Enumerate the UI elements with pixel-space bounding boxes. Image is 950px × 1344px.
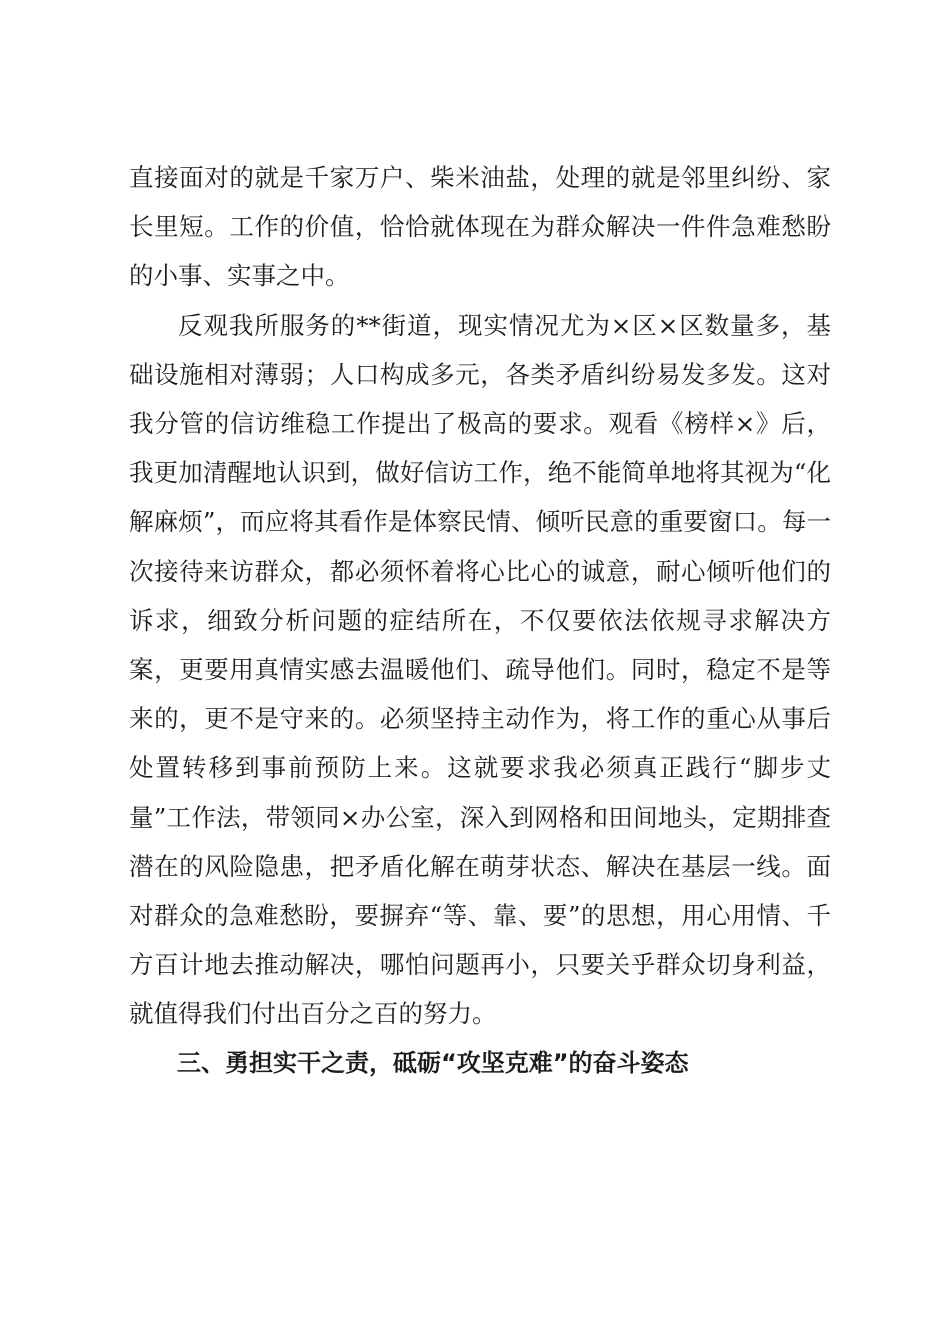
document-body bbox=[129, 153, 831, 1088]
body-paragraph-continued: 直接面对的就是千家万户、柴米油盐，处理的就是邻里纠纷、家长里短。工作的价值，恰恰就体现在为群众解决一件件急难愁盼的小事、实事之中。 bbox=[129, 163, 831, 291]
section-heading: 三、勇担实干之责，砥砺“攻坚克难”的奋斗姿态 bbox=[177, 1048, 689, 1077]
body-paragraph-petition-work: 反观我所服务的**街道，现实情况尤为×区×区数量多，基础设施相对薄弱；人口构成多元，各类矛盾纠纷易发多发。这对我分管的信访维稳工作提出了极高的要求。观看《榜样×》后，我更加清醒地认识到，做好信访工作，绝不能简单地将其视为“化解麻烦”，而应将其看作是体察民情、倾听民意的重要窗口。每一次接待来访群众，都必须怀着将心比心的诚意，耐心倾听他们的诉求，细致分析问题的症结所在，不仅要依法依规寻求解决方案，更要用真情实感去温暖他们、疏导他们。同时，稳定不是等来的，更不是守来的。必须坚持主动作为，将工作的重心从事后处置转移到事前预防上来。这就要求我必须真正践行“脚步丈量”工作法，带领同×办公室，深入到网格和田间地头，定期排查潜在的风险隐患，把矛盾化解在萌芽状态、解决在基层一线。面对群众的急难愁盼，要摒弃“等、靠、要”的思想，用心用情、千方百计地去推动解决，哪怕问题再小，只要关乎群众切身利益，就值得我们付出百分之百的努力。 bbox=[129, 310, 831, 1029]
